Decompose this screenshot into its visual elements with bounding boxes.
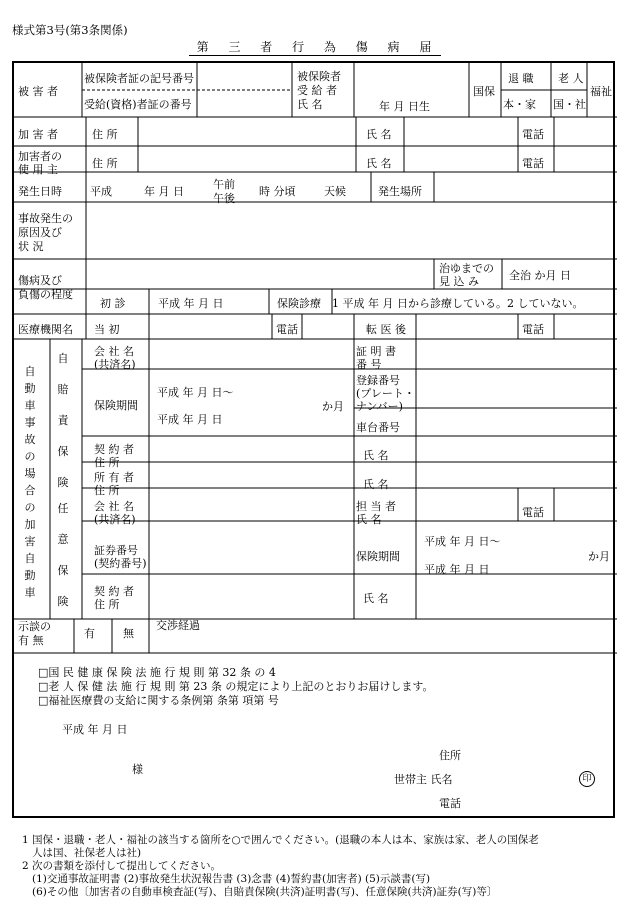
policy-label: (契約番号): [94, 557, 147, 570]
footer-notes: [22, 834, 618, 899]
declaration-fukushi[interactable]: □福祉医療費の支給に関する条例第 条第 項第 号: [38, 694, 279, 707]
fukushi-option[interactable]: 福祉: [590, 85, 612, 98]
nini-months[interactable]: か月: [588, 550, 610, 563]
householder-phone-label: 電話: [439, 797, 461, 810]
am-option[interactable]: 午前: [213, 178, 235, 191]
insured-name-label: 被保険者: [297, 70, 341, 83]
staff-label: 氏 名: [356, 513, 382, 526]
insured-label: 被 害 者: [18, 85, 58, 98]
nini-contractor-label: 契 約 者: [94, 585, 134, 598]
weather-field[interactable]: 天候: [324, 185, 346, 198]
cert-label: 番 号: [356, 358, 382, 371]
settlement-yes[interactable]: 有: [84, 627, 95, 640]
medical-phone-label: 電話: [276, 323, 298, 336]
settlement-no[interactable]: 無: [123, 627, 134, 640]
note-2: 2 次の書類を添付して提出してください。: [22, 860, 222, 872]
employer-label: 加害者の: [18, 150, 62, 163]
medical-label: 医療機関名: [18, 323, 73, 336]
occurrence-era: 平成: [90, 185, 112, 198]
assailant-address-label: 住 所: [92, 128, 118, 141]
employer-address-label: 住 所: [92, 157, 118, 170]
declaration-roujin[interactable]: □老 人 保 健 法 施 行 規 則 第 23 条 の規定により上記のとおりお届けします。: [38, 680, 434, 693]
note-2a: (1)交通事故証明書 (2)事故発生状況報告書 (3)念書 (4)誓約書(加害者) (5)示談書(写): [32, 873, 431, 885]
householder-address-label: 住所: [439, 749, 461, 762]
note-1: 1 国保・退職・老人・福祉の該当する箇所を○で囲んでください。(退職の本人は本、家族は家、老人の国保老: [22, 834, 539, 846]
owner-label: 住 所: [94, 484, 120, 497]
place-label: 発生場所: [378, 185, 422, 198]
roujin-option[interactable]: 老 人: [558, 72, 584, 85]
cert-label: 証 明 書: [356, 345, 396, 358]
full-recovery-field[interactable]: 全治 か月 日: [509, 269, 571, 282]
cause-label: 事故発生の: [18, 212, 73, 225]
benefit-number-field[interactable]: 受給(資格)者証の番号: [84, 98, 192, 111]
transfer-label: 転 医 後: [366, 323, 406, 336]
form-id: 様式第3号(第3条関係): [12, 23, 128, 37]
occurrence-label: 発生日時: [18, 185, 62, 198]
reg-label: 登録番号: [356, 374, 400, 387]
reg-label: (プレート・: [356, 387, 415, 400]
note-1b: 人は国、社保老人は社): [32, 847, 142, 859]
taishoku-option[interactable]: 退 職: [508, 72, 534, 85]
insured-care-options[interactable]: 1 平成 年 月 日から診療している。2 していない。: [332, 297, 584, 310]
injury-label: 負傷の程度: [18, 288, 73, 301]
employer-label: 使 用 主: [18, 163, 58, 176]
jibai-period-to[interactable]: 平成 年 月 日: [157, 413, 223, 426]
jibai-contractor-name-label: 氏 名: [363, 449, 389, 462]
jibai-contractor-label: 住 所: [94, 456, 120, 469]
assailant-phone-label: 電話: [522, 128, 544, 141]
policy-label: 証券番号: [94, 544, 138, 557]
nini-period-to[interactable]: 平成 年 月 日: [424, 563, 490, 576]
insured-care-label: 保険診療: [277, 297, 321, 310]
jibai-company-label: (共済名): [94, 358, 136, 371]
nini-phone-label: 電話: [522, 506, 544, 519]
jibai-label: 自賠責保険: [57, 352, 69, 489]
owner-label: 所 有 者: [94, 471, 134, 484]
nini-period-from[interactable]: 平成 年 月 日〜: [424, 535, 501, 548]
owner-name-label: 氏 名: [363, 478, 389, 491]
progress-label: 交渉経過: [156, 619, 200, 632]
settlement-label: 示談の: [18, 620, 51, 633]
jibai-company-label: 会 社 名: [94, 345, 134, 358]
card-symbol-field[interactable]: 被保険者証の記号番号: [84, 72, 194, 85]
kokuho-option[interactable]: 国保: [473, 85, 495, 98]
nini-label: 任意保険: [57, 502, 69, 608]
nini-company-label: 会 社 名: [94, 500, 134, 513]
koku-sha-option[interactable]: 国・社: [553, 98, 586, 111]
insured-name-label: 受 給 者: [297, 84, 337, 97]
seal-mark: 印: [579, 771, 595, 787]
employer-name-label: 氏 名: [366, 157, 392, 170]
pm-option[interactable]: 午後: [213, 192, 235, 205]
occurrence-date-field[interactable]: 年 月 日: [144, 185, 184, 198]
until-label: 治ゆまでの: [439, 262, 494, 275]
form-frame: [12, 61, 615, 818]
initial-label: 当 初: [94, 323, 120, 336]
jibai-contractor-label: 契 約 者: [94, 443, 134, 456]
hon-ka-option[interactable]: 本・家: [503, 98, 536, 111]
jibai-period-from[interactable]: 平成 年 月 日〜: [157, 386, 234, 399]
staff-label: 担 当 者: [356, 500, 396, 513]
jibai-months[interactable]: か月: [322, 400, 344, 413]
reg-label: ナンバー): [356, 400, 403, 413]
settlement-label: 有 無: [18, 634, 44, 647]
nini-contractor-label: 住 所: [94, 598, 120, 611]
first-visit-date-field[interactable]: 平成 年 月 日: [158, 297, 224, 310]
birth-date-field[interactable]: 年 月 日生: [379, 100, 430, 113]
insured-name-label: 氏 名: [297, 98, 323, 111]
jibai-period-label: 保険期間: [94, 399, 138, 412]
householder-name-label: 世帯主 氏名: [394, 773, 453, 786]
form-title: 第 三 者 行 為 傷 病 届: [0, 38, 630, 55]
transfer-phone-label: 電話: [522, 323, 544, 336]
declaration-kokuho[interactable]: □国 民 健 康 保 険 法 施 行 規 則 第 32 条 の 4: [38, 666, 276, 679]
assailant-name-label: 氏 名: [366, 128, 392, 141]
cause-label: 状 況: [18, 240, 44, 253]
nini-company-label: (共済名): [94, 513, 136, 526]
auto-section-label: 自動車事故の場合の加害自動車: [24, 365, 36, 599]
nini-period-label: 保険期間: [356, 550, 400, 563]
occurrence-time-field[interactable]: 時 分頃: [259, 185, 296, 198]
injury-label: 傷病及び: [18, 274, 62, 287]
employer-phone-label: 電話: [522, 157, 544, 170]
note-2b: (6)その他〔加害者の自動車検査証(写)、自賠責保険(共済)証明書(写)、任意保険(共済)証券(写)等〕: [32, 886, 498, 898]
until-label: 見 込 み: [439, 275, 479, 288]
cause-label: 原因及び: [18, 226, 62, 239]
nini-contractor-name-label: 氏 名: [363, 592, 389, 605]
chassis-label: 車台番号: [356, 421, 400, 434]
first-visit-label: 初 診: [100, 297, 126, 310]
addressee: 様: [132, 763, 143, 776]
declaration-date[interactable]: 平成 年 月 日: [62, 723, 128, 736]
assailant-label: 加 害 者: [18, 128, 58, 141]
